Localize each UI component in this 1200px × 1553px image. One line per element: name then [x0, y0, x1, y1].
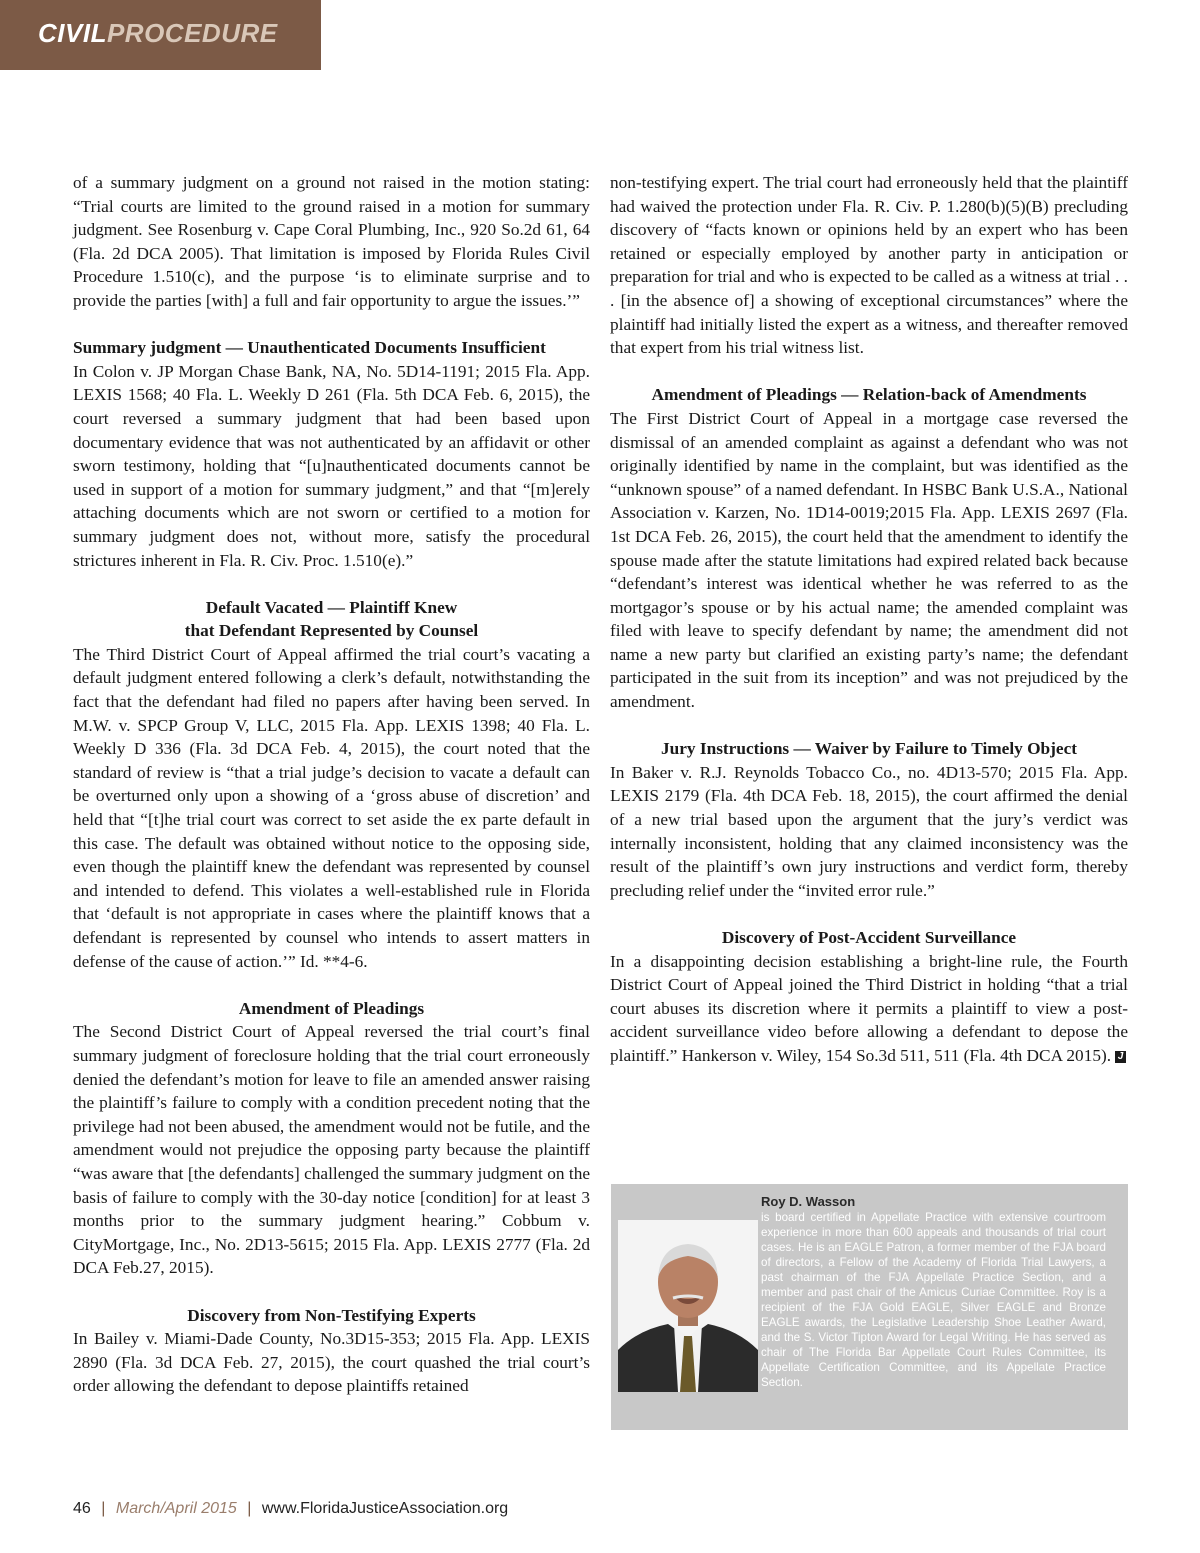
- paragraph: non-testifying expert. The trial court had erroneously held that the plaintiff had waived the protection under Fla. R. Civ. P. 1.280(b)(5)(B) precluding discovery of “facts known or opinions held by an expert who has been retained or especially employed by another party in anticipation or preparation for trial and who is expected to be called as a witness at trial . . . [in the absence of] a showing of exceptional circumstances” where the plaintiff had initially listed the expert as a witness, and thereafter removed that expert from his trial witness list.: [610, 173, 1128, 358]
- heading: Summary judgment — Unauthenticated Documents Insufficient: [73, 338, 546, 358]
- paragraph: of a summary judgment on a ground not raised in the motion stating: “Trial courts are limited to the ground raised in a motion for summary judgment. See Rosenburg v. Cape Coral Plumbing, Inc., 920 So.2d 61, 64 (Fla. 2d DCA 2005). That limitation is imposed by Florida Rules Civil Procedure 1.510(c), and the purpose ‘is to eliminate surprise and to provide the parties [with] a full and fair opportunity to argue the issues.’”: [73, 173, 590, 310]
- heading: Discovery of Post-Accident Surveillance: [721, 928, 1017, 947]
- paragraph: The First District Court of Appeal in a mortgage case reversed the dismissal of an amended complaint as against a defendant who was not originally identified by name in the complaint, but was identified as the “unknown spouse” of a named defendant. In HSBC Bank U.S.A., National Association v. Karzen, No. 1D14-0019;2015 Fla. App. LEXIS 2697 (Fla. 1st DCA Feb. 26, 2015), the court held that the amendment to identify the spouse made after the statute limitations had expired related back because “defendant’s interest was identical whether he was referred to as the mortgagor’s spouse or by his actual name; the amended complaint was filed with leave to specify defendant by name; the amendment did not name a new party but clarified an existing party’s name; the defendant participated in the suit from its inception” and was not prejudiced by the amendment.: [610, 408, 1128, 712]
- issue-date: March/April 2015: [115, 1500, 237, 1517]
- heading: Discovery from Non-Testifying Experts: [187, 1305, 476, 1325]
- heading: that Defendant Represented by Counsel: [184, 621, 479, 641]
- section-title-procedure: PROCEDURE: [106, 18, 278, 48]
- author-bio-box: [611, 1184, 1128, 1430]
- paragraph: The Second District Court of Appeal reversed the trial court’s final summary judgment of foreclosure holding that the trial court erroneously denied the defendant’s motion for leave to file an amended answer raising the plaintiff’s failure to comply with a condition precedent noting that the privilege had not been abused, the amendment would not be futile, and the amendment would not prejudice the opposing party because the plaintiff “was aware that [the defendants] challenged the summary judgment on the basis of failure to comply with the 30-day notice [condition] for at least 3 months prior to the summary judgment hearing.” Cobbum v. CityMortgage, Inc., No. 2D13-5615; 2015 Fla. App. LEXIS 2777 (Fla. 2d DCA Feb.27, 2015).: [73, 1022, 590, 1278]
- page-number: 46: [73, 1500, 91, 1517]
- paragraph-text: In a disappointing decision establishing a bright-line rule, the Fourth District Court of Appeal joined the Third District in holding “that a trial court abuses its discretion where it permits a plaintiff to view a post-accident surveillance video before allowing a defendant to depose the plaintiff.” Hankerson v. Wiley, 154 So.3d 511, 511 (Fla. 4th DCA 2015).: [610, 951, 1128, 1065]
- paragraph: The Third District Court of Appeal affirmed the trial court’s vacating a default judgment entered following a clerk’s default, notwithstanding the fact that the defendant had filed no papers after having been served. In M.W. v. SPCP Group V, LLC, 2015 Fla. App. LEXIS 1398; 40 Fla. L. Weekly D 336 (Fla. 3d DCA Feb. 4, 2015), the court noted that the standard of review is “that a trial judge’s decision to vacate a default can be overturned only upon a showing of a ‘gross abuse of discretion’ and held that “[t]he trial court was correct to set aside the ex parte default in this case. The default was obtained without notice to the opposing side, even though the plaintiff knew the defendant was represented by counsel and intended to defend. This violates a well-established rule in Florida that ‘default is not appropriate in cases where the plaintiff knows that a defendant is represented by counsel who intends to assert matters in defense of the cause of action.’” Id. **4-6.: [73, 644, 590, 971]
- end-of-article-icon: J: [1115, 1051, 1126, 1063]
- page-footer: [73, 1500, 508, 1518]
- paragraph: In Bailey v. Miami-Dade County, No.3D15-353; 2015 Fla. App. LEXIS 2890 (Fla. 3d DCA Feb. 27, 2015), the court quashed the trial court’s order allowing the defendant to depose plaintiffs retained: [73, 1329, 590, 1396]
- footer-separator: |: [247, 1500, 252, 1517]
- author-name: Roy D. Wasson: [761, 1194, 856, 1209]
- section-header-tab: [0, 0, 321, 70]
- author-photo: [618, 1220, 758, 1392]
- heading: Amendment of Pleadings — Relation-back of Amendments: [651, 385, 1087, 405]
- heading: Jury Instructions — Waiver by Failure to Timely Object: [660, 739, 1078, 759]
- section-title-civil: CIVIL: [38, 18, 107, 48]
- left-column: [73, 171, 590, 1398]
- footer-separator: |: [101, 1500, 106, 1517]
- heading: Amendment of Pleadings: [238, 998, 425, 1018]
- paragraph: In Baker v. R.J. Reynolds Tobacco Co., no. 4D13-570; 2015 Fla. App. LEXIS 2179 (Fla. 4th DCA Feb. 18, 2015), the court affirmed the denial of a new trial based upon the argument that the jury’s verdict was internally inconsistent, holding that any claimed inconsistency was the result of the plaintiff’s own jury instructions and verdict form, thereby precluding relief under the “invited error rule.”: [610, 762, 1128, 900]
- paragraph: In Colon v. JP Morgan Chase Bank, NA, No. 5D14-1191; 2015 Fla. App. LEXIS 1568; 40 Fla. L. Weekly D 261 (Fla. 5th DCA Feb. 6, 2015), the court reversed a summary judgment that had been based upon documentary evidence that was not authenticated by an affidavit or other sworn testimony, holding that “[u]nauthenticated documents cannot be used in support of a motion for summary judgment,” and that “[m]erely attaching documents which are not sworn or certified to a motion for summary judgment does not, without more, satisfy the procedural strictures inherent in Fla. R. Civ. Proc. 1.510(e).”: [73, 361, 590, 570]
- section-title: [38, 18, 278, 49]
- right-column: [610, 171, 1128, 1068]
- website-link[interactable]: www.FloridaJusticeAssociation.org: [261, 1500, 509, 1517]
- author-bio-description: is board certified in Appellate Practice with extensive courtroom experience in more than 600 appeals and thousands of trial court cases. He is an EAGLE Patron, a former member of the FJA board of directors, a Fellow of the Academy of Florida Trial Lawyers, a past chairman of the FJA Appellate Practice Section, and a member and past chair of the Amicus Curiae Committee. Roy is a recipient of the FJA Gold EAGLE, Silver EAGLE and Bronze EAGLE awards, the Legislative Leadership Shoe Leather Award, and the S. Victor Tipton Award for Legal Writing. He has served as chair of The Florida Bar Appellate Court Rules Committee, its Appellate Certification Committee, and its Appellate Practice Section.: [761, 1211, 1106, 1389]
- paragraph: [610, 950, 1128, 1068]
- author-portrait-icon: [618, 1220, 758, 1392]
- heading: Default Vacated — Plaintiff Knew: [205, 597, 458, 617]
- author-bio-text: [761, 1194, 1106, 1390]
